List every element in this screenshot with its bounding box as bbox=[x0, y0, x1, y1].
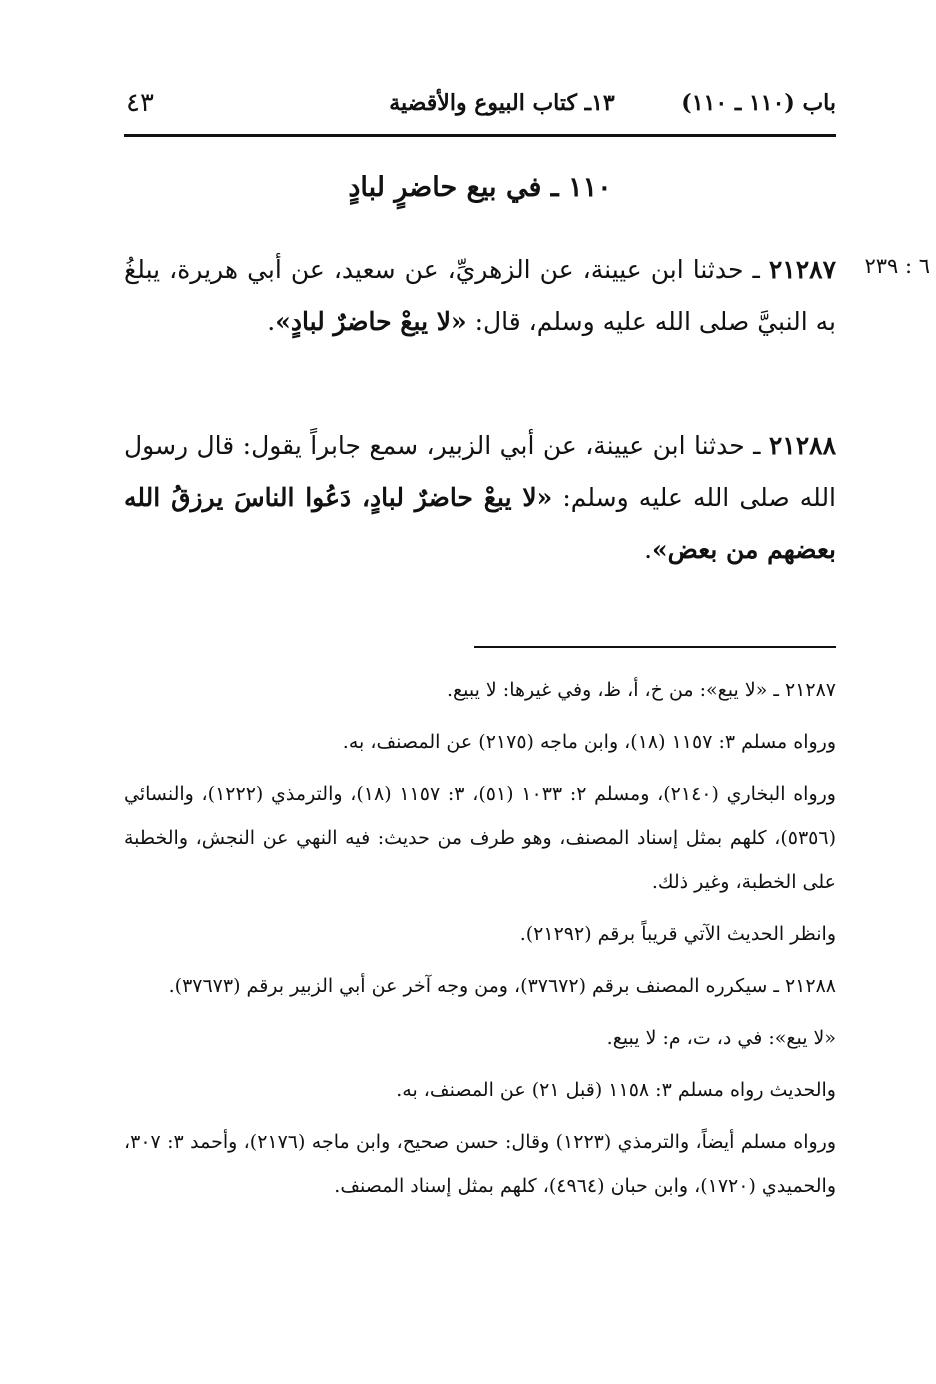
margin-reference: ٦ : ٢٣٩ bbox=[864, 254, 930, 278]
section-range: باب (١١٠ ـ ١١٠) bbox=[681, 90, 836, 116]
footnote: ٢١٢٨٨ ـ سيكرره المصنف برقم (٣٧٦٧٢)، ومن وجه آخر عن أبي الزبير برقم (٣٧٦٧٣). bbox=[168, 975, 836, 997]
page-number: ٤٣ bbox=[126, 88, 154, 118]
running-header bbox=[124, 86, 836, 126]
hadith-number: ٢١٢٨٨ bbox=[768, 431, 836, 460]
footnote: ورواه البخاري (٢١٤٠)، ومسلم ٢: ١٠٣٣ (٥١)، ٣: ١١٥٧ (١٨)، والترمذي (١٢٢٢)، والنسائي (٥٣٥٦)، كلهم بمثل إسناد المصنف، وهو طرف من حديث: فيه النهي عن النجش، والخطبة على الخطبة، وغير ذلك. bbox=[124, 783, 836, 893]
footnote: «لا يبع»: في د، ت، م: لا يبيع. bbox=[606, 1027, 836, 1049]
hadith-quote: «لا يبعْ حاضرٌ لبادٍ، دَعُوا الناسَ يرزقُ الله بعضهم من بعض» bbox=[124, 483, 836, 564]
hadith-21287 bbox=[124, 244, 836, 348]
hadith-text: ـ حدثنا ابن عيينة، عن الزهريِّ، عن سعيد، عن أبي هريرة، يبلغُ به النبيَّ صلى الله عليه وسلم، قال: bbox=[124, 255, 836, 336]
hadith-quote: «لا يبعْ حاضرٌ لبادٍ» bbox=[275, 307, 467, 336]
header-rule bbox=[124, 134, 836, 137]
hadith-21288 bbox=[124, 420, 836, 576]
footnotes bbox=[124, 668, 836, 1216]
hadith-number: ٢١٢٨٧ bbox=[768, 255, 836, 284]
footnote: ورواه مسلم ٣: ١١٥٧ (١٨)، وابن ماجه (٢١٧٥) عن المصنف، به. bbox=[342, 731, 836, 753]
footnote: ورواه مسلم أيضاً، والترمذي (١٢٢٣) وقال: حسن صحيح، وابن ماجه (٢١٧٦)، وأحمد ٣: ٣٠٧، والحميدي (١٧٢٠)، وابن حبان (٤٩٦٤)، كلهم بمثل إسناد المصنف. bbox=[124, 1131, 836, 1197]
footnote: ٢١٢٨٧ ـ «لا يبع»: من خ، أ، ظ، وفي غيرها: لا يبيع. bbox=[446, 679, 836, 701]
footnote: وانظر الحديث الآتي قريباً برقم (٢١٢٩٢). bbox=[519, 923, 836, 945]
hadith-text: ـ حدثنا ابن عيينة، عن أبي الزبير، سمع جابراً يقول: قال رسول الله صلى الله عليه وسلم: bbox=[124, 431, 837, 512]
hadith-end: . bbox=[644, 535, 653, 564]
footnote-separator bbox=[474, 646, 836, 648]
footnote: والحديث رواه مسلم ٣: ١١٥٨ (قبل ٢١) عن المصنف، به. bbox=[396, 1079, 836, 1101]
book-title: ١٣ـ كتاب البيوع والأقضية bbox=[389, 90, 615, 116]
hadith-end: . bbox=[267, 307, 276, 336]
chapter-title: ١١٠ ـ في بيع حاضرٍ لبادٍ bbox=[348, 172, 612, 203]
